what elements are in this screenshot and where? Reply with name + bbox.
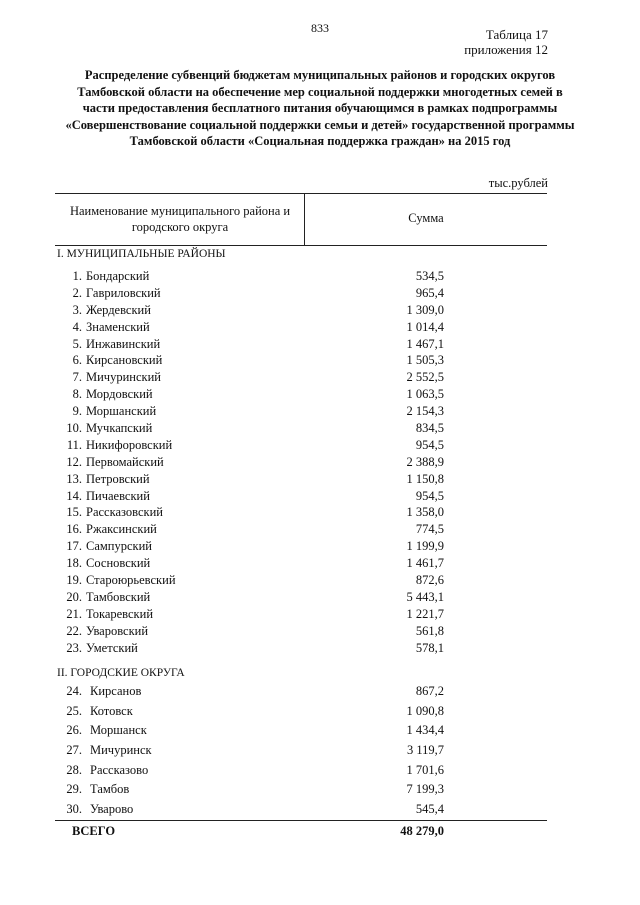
row-number: 10. [66,421,82,436]
row-value: 578,1 [415,640,444,655]
row-value: 1 358,0 [406,505,444,520]
row-value: 954,5 [415,437,444,452]
row-number: 2. [72,285,82,300]
row-name: Жердевский [86,302,151,317]
table-row [0,606,640,623]
row-value: 834,5 [415,421,444,436]
table-row [0,268,640,285]
row-number: 26. [66,723,82,738]
table-row [0,319,640,336]
row-number: 22. [66,623,82,638]
row-value: 1 150,8 [406,471,444,486]
row-number: 23. [66,640,82,655]
row-value: 561,8 [415,623,444,638]
row-value: 1 090,8 [406,703,444,718]
row-number: 13. [66,471,82,486]
row-name: Никифоровский [86,437,173,452]
row-name: Уварово [90,802,134,817]
row-name: Мордовский [86,387,153,402]
row-name: Тамбов [90,782,130,797]
row-value: 5 443,1 [406,589,444,604]
total-value: 48 279,0 [400,824,444,838]
row-number: 24. [66,684,82,698]
row-value: 1 221,7 [406,606,444,621]
table-row [0,640,640,657]
row-name: Ржаксинский [86,522,157,537]
table-row [0,454,640,471]
table-row [0,538,640,555]
table-row [0,800,640,820]
row-value: 2 388,9 [406,454,444,469]
table-row [0,589,640,606]
column-header-name: Наименование муниципального района и городского округа [69,204,291,234]
row-name: Инжавинский [86,336,161,351]
row-value: 774,5 [415,522,444,537]
row-number: 11. [66,437,82,452]
row-value: 3 119,7 [406,743,444,758]
table-row [0,572,640,589]
row-value: 954,5 [415,488,444,503]
row-name: Уметский [86,640,138,655]
city-districts-list [0,682,640,820]
row-number: 17. [66,539,82,554]
row-number: 14. [66,488,82,503]
table-row [0,336,640,353]
total-label: ВСЕГО [72,824,116,838]
row-number: 12. [66,454,82,469]
row-name: Бондарский [86,269,150,283]
row-name: Рассказово [90,762,149,777]
row-number: 28. [66,762,82,777]
row-number: 7. [72,370,82,385]
table-row [0,420,640,437]
row-value: 872,6 [415,573,444,588]
row-name: Знаменский [86,319,150,334]
row-value: 1 014,4 [406,319,444,334]
row-value: 2 154,3 [406,404,444,419]
section-label-districts: I. МУНИЦИПАЛЬНЫЕ РАЙОНЫ [57,248,226,260]
table-row [0,403,640,420]
table-header-border [55,245,547,246]
table-row [0,369,640,386]
row-name: Кирсановский [86,353,163,368]
row-name: Уваровский [86,623,149,638]
row-number: 25. [66,703,82,718]
row-value: 965,4 [415,285,444,300]
row-value: 7 199,3 [406,782,444,797]
units-label: тыс.рублей [488,176,548,190]
row-number: 5. [72,336,82,351]
row-number: 9. [72,404,82,419]
section-label-city-districts: II. ГОРОДСКИЕ ОКРУГА [57,667,185,679]
table-row [0,285,640,302]
table-row [0,555,640,572]
row-value: 1 199,9 [406,539,444,554]
row-name: Петровский [86,471,150,486]
table-caption-line1: Таблица 17 [485,27,548,42]
row-number: 30. [66,802,82,817]
table-row [0,780,640,800]
row-value: 1 063,5 [406,387,444,402]
row-number: 19. [66,573,82,588]
row-name: Первомайский [86,454,164,469]
row-value: 1 701,6 [406,762,444,777]
table-row [0,721,640,741]
row-value: 534,5 [415,269,444,283]
row-number: 4. [72,319,82,334]
row-value: 2 552,5 [406,370,444,385]
row-number: 20. [66,589,82,604]
row-number: 27. [66,743,82,758]
row-name: Пичаевский [86,488,150,503]
column-header-sum: Сумма [408,211,444,225]
table-caption [464,27,548,57]
table-row [0,504,640,521]
table-row [0,761,640,781]
row-name: Тамбовский [86,589,151,604]
table-row [0,437,640,454]
row-number: 6. [72,353,82,368]
row-number: 15. [66,505,82,520]
table-row [0,386,640,403]
row-name: Сосновский [86,556,151,571]
table-row [0,741,640,761]
row-value: 1 309,0 [406,302,444,317]
table-row [0,302,640,319]
row-name: Мичуринск [90,743,152,758]
row-number: 21. [66,606,82,621]
table-row [0,521,640,538]
row-number: 3. [72,302,82,317]
row-number: 8. [72,387,82,402]
row-value: 867,2 [415,684,444,698]
row-name: Мичуринский [86,370,161,385]
row-value: 1 434,4 [406,723,444,738]
table-row [0,352,640,369]
table-row [0,471,640,488]
row-name: Староюрьевский [86,573,176,588]
row-value: 1 461,7 [406,556,444,571]
page-number: 833 [311,21,329,35]
table-row [0,682,640,702]
table-total-border [55,820,547,821]
row-name: Сампурский [86,539,152,554]
row-value: 1 505,3 [406,353,444,368]
row-name: Рассказовский [86,505,163,520]
row-value: 545,4 [415,802,444,817]
table-top-border [55,193,547,194]
document-title: Распределение субвенций бюджетам муниципальных районов и городских округов Тамбовской области на обеспечение мер социальной поддержки многодетных семей в части предоставления бесплатного питания обучающимся в рамках подпрограммы «Совершенствование социальной поддержки семьи и детей» государственной программы Тамбовской области «Социальная поддержка граждан» на 2015 год [65,68,575,148]
row-name: Гавриловский [86,285,161,300]
table-row [0,623,640,640]
row-value: 1 467,1 [406,336,444,351]
row-name: Мучкапский [86,421,153,436]
row-number: 29. [66,782,82,797]
table-row [0,702,640,722]
row-name: Кирсанов [90,684,142,698]
row-name: Котовск [90,703,133,718]
row-number: 16. [66,522,82,537]
row-name: Токаревский [86,606,154,621]
row-number: 1. [72,269,82,283]
table-row [0,488,640,505]
row-name: Моршанский [86,404,157,419]
table-caption-line2: приложения 12 [464,42,548,57]
row-name: Моршанск [90,723,147,738]
row-number: 18. [66,556,82,571]
districts-list [0,268,640,656]
